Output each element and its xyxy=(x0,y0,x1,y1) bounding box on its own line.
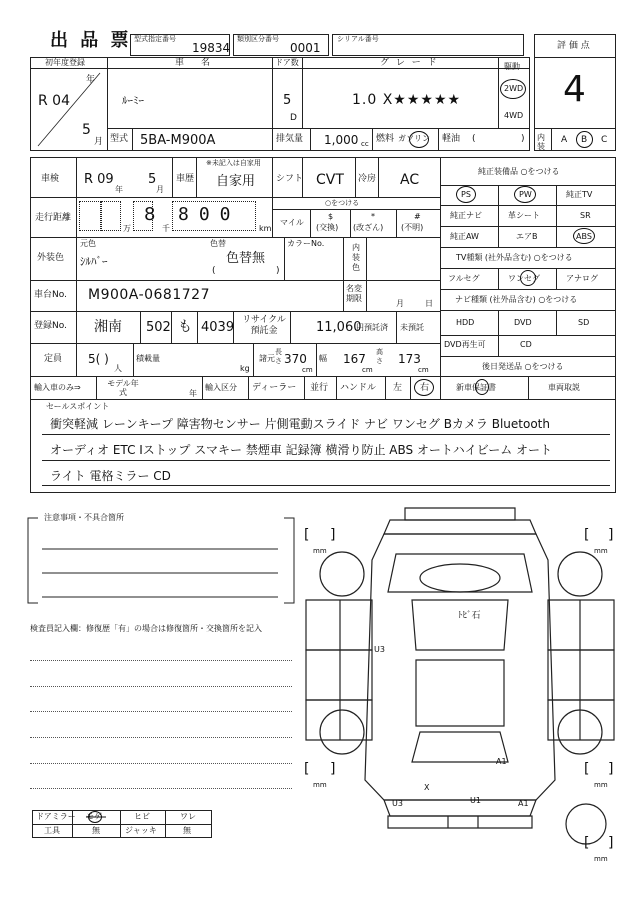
doors-sub: D xyxy=(290,113,297,123)
bracket-fl-l: [ xyxy=(304,527,310,543)
height-unit: cm xyxy=(418,366,429,374)
sales-line-3: ライト 電格ミラー CD xyxy=(50,469,171,483)
dims-label: 諸元 xyxy=(259,354,275,363)
meigi-label: 名変期限 xyxy=(346,284,362,303)
mirror-ware: ワレ xyxy=(180,812,196,821)
interior-c: C xyxy=(601,135,608,145)
month-mark: 月 xyxy=(94,137,104,147)
serial-label: シリアル番号 xyxy=(337,35,379,43)
first-reg-month: 5 xyxy=(82,122,91,138)
meigi-month: 月 xyxy=(396,299,404,308)
first-reg-year: R 04 xyxy=(38,93,70,109)
bracket-rl-r: ] xyxy=(330,761,336,777)
mileage-label: 走行距離 xyxy=(35,213,72,223)
mileage-sen: 800 xyxy=(178,204,241,225)
handle-left: 左 xyxy=(393,383,403,393)
color-label: 外装色 xyxy=(37,253,65,263)
length-value: 370 xyxy=(284,352,307,366)
mileage-sen-unit: 千 xyxy=(162,224,170,233)
equip-sr: SR xyxy=(580,211,591,220)
reg-label: 登録No. xyxy=(34,321,67,331)
fuel-gasoline: ガソリン xyxy=(398,134,430,143)
interior-a: A xyxy=(561,135,568,145)
jack-label: ジャッキ xyxy=(125,826,157,835)
handle-right: 右 xyxy=(420,383,430,393)
ruibetsu-label: 類別区分番号 xyxy=(237,35,279,43)
bracket-rr-l: [ xyxy=(584,761,590,777)
shaken-year-mark: 年 xyxy=(115,185,123,194)
shaken-label: 車検 xyxy=(41,174,60,184)
grade-value: 1.0 X★★★★★ xyxy=(352,92,462,108)
capacity-label: 定員 xyxy=(44,354,63,364)
color-change-label: 色替 xyxy=(210,239,226,248)
tv-analog: アナログ xyxy=(566,274,598,283)
recycle-value: 11,060 xyxy=(316,320,362,335)
shaken-month: 5 xyxy=(148,172,157,187)
std-equip-title: 純正装備品 ○をつける xyxy=(478,167,560,176)
bracket-fl-r: ] xyxy=(330,527,336,543)
bracket-fr-r: ] xyxy=(608,527,614,543)
equip-leather: 革シート xyxy=(508,211,540,220)
import-parallel: 並行 xyxy=(310,383,329,393)
jack-value: 無 xyxy=(183,826,191,835)
fuel-paren-l: ( xyxy=(472,134,476,144)
bracket-rl-l: [ xyxy=(304,761,310,777)
tools-label: 工具 xyxy=(44,826,60,835)
color-paren-l: ( xyxy=(212,266,216,276)
shift-label: シフト xyxy=(276,174,304,184)
model-label: 型式 xyxy=(110,134,129,144)
recycle-not: 未預託 xyxy=(400,323,424,332)
navi-dvd: DVD xyxy=(514,318,532,327)
colorno-label: カラーNo. xyxy=(287,239,325,248)
drive-2wd: 2WD xyxy=(504,84,524,93)
meter-kokan: (交換) xyxy=(316,223,339,232)
handle-label: ハンドル xyxy=(340,383,377,393)
interior-b-circle xyxy=(576,131,593,148)
mirror-value: モゲ xyxy=(86,812,102,821)
score-label: 評 価 点 xyxy=(557,41,590,51)
interior-b: B xyxy=(581,135,588,145)
meter-hash: # xyxy=(414,212,421,221)
navi-type-title: ナビ種類 (社外品含む) ○をつける xyxy=(455,295,578,304)
color-orig-label: 元色 xyxy=(80,239,96,248)
caution-label: 注意事項・不具合箇所 xyxy=(44,513,124,522)
disp-label: 排気量 xyxy=(276,134,304,144)
katashiki-value: 19834 xyxy=(192,41,231,55)
docs-warranty-circle xyxy=(475,379,489,395)
mm-fr: mm xyxy=(594,547,608,555)
first-reg-label: 初年度登録 xyxy=(45,58,85,67)
inspector-label: 検査員記入欄：修復歴「有」の場合は修復箇所・交換箇所を記入 xyxy=(30,624,262,633)
meter-dollar: $ xyxy=(328,212,334,221)
navi-cd: CD xyxy=(520,340,532,349)
mirror-circle xyxy=(88,811,102,823)
mileage-mile: マイル xyxy=(280,218,304,227)
model-year-unit: 年 xyxy=(189,389,197,398)
docs-manual: 車両取説 xyxy=(548,383,580,392)
navi-dvd-play: DVD再生可 xyxy=(444,340,486,349)
mark-x: X xyxy=(424,783,430,792)
equip-ps-circle xyxy=(456,186,476,203)
shift-value: CVT xyxy=(316,172,344,188)
shaken-month-mark: 月 xyxy=(156,185,164,194)
import-type-label: 輸入区分 xyxy=(205,383,237,392)
meter-star: * xyxy=(371,212,375,221)
ac-label: 冷房 xyxy=(358,174,377,184)
mileage-man: 8 xyxy=(144,204,156,225)
fuel-circle xyxy=(409,131,429,148)
height-value: 173 xyxy=(398,352,421,366)
sales-line-1: 衝突軽減 レーンキープ 障害物センサー 片側電動スライド ナビ ワンセグ Bカメラ Bluetooth xyxy=(50,417,550,431)
mileage-km: km xyxy=(259,224,272,233)
fuel-label: 燃料 xyxy=(376,134,395,144)
equip-airbag: エアB xyxy=(516,232,538,241)
docs-warranty: 新車保証書 xyxy=(456,383,496,392)
tv-oneseg-circle xyxy=(520,270,536,286)
bracket-sp-l: [ xyxy=(584,835,590,851)
year-mark: 年 xyxy=(86,75,96,85)
model-value: 5BA-M900A xyxy=(140,133,216,148)
meter-fumei: (不明) xyxy=(401,223,424,232)
page-title: 出 品 票 xyxy=(50,30,132,51)
mirror-hibi: ヒビ xyxy=(134,812,150,821)
import-label: 輸入車のみ⇒ xyxy=(34,383,81,392)
tools-value: 無 xyxy=(92,826,100,835)
mm-spare: mm xyxy=(594,855,608,863)
ruibetsu-value: 0001 xyxy=(290,41,321,55)
car-name: ﾙｰﾐｰ xyxy=(122,94,144,107)
chassis-value: M900A-0681727 xyxy=(88,287,210,303)
history-label: 車歴 xyxy=(176,174,195,184)
equip-tv: 純正TV xyxy=(566,190,593,199)
color-change: 色替無 xyxy=(226,251,266,266)
width-unit: cm xyxy=(362,366,373,374)
ac-value: AC xyxy=(400,172,420,188)
reg-num: 4039 xyxy=(201,320,235,335)
recycle-label: リサイクル預託金 xyxy=(242,315,286,336)
capacity-value: 5( ) xyxy=(88,352,109,366)
color-orig: ｼﾙﾊﾞｰ xyxy=(80,255,108,268)
load-label: 積載量 xyxy=(136,354,160,363)
reg-class: 502 xyxy=(146,320,171,335)
mark-a1-bumper: A1 xyxy=(518,799,529,808)
length-unit: cm xyxy=(302,366,313,374)
mm-rr: mm xyxy=(594,781,608,789)
mark-u1: U1 xyxy=(470,796,481,805)
equip-pw-circle xyxy=(514,186,536,203)
int-color-label: 内装色 xyxy=(352,243,360,272)
mark-u3-bumper: U3 xyxy=(392,799,403,808)
mark-u3-door: U3 xyxy=(374,645,385,654)
disp-unit: cc xyxy=(361,140,369,148)
disp-value: 1,000 xyxy=(324,133,359,147)
capacity-unit: 人 xyxy=(114,364,122,373)
chassis-label: 車台No. xyxy=(34,290,67,300)
drive-label: 駆動 xyxy=(504,62,520,71)
model-year-label: モデル年式 xyxy=(107,379,139,397)
grade-label: グ レ ー ド xyxy=(380,58,439,68)
equip-ps: PS xyxy=(461,190,471,199)
docs-title: 後日発送品 ○をつける xyxy=(482,362,564,371)
fuel-paren-r: ) xyxy=(521,134,525,144)
import-dealer: ディーラー xyxy=(252,383,297,393)
mm-rl: mm xyxy=(313,781,327,789)
mileage-man-unit: 万 xyxy=(123,224,131,233)
recycle-unit: 円預託済 xyxy=(356,323,388,332)
equip-aw: 純正AW xyxy=(450,232,479,241)
len-label: 長さ xyxy=(275,348,282,365)
color-paren-r: ) xyxy=(276,266,280,276)
equip-pw: PW xyxy=(519,190,532,199)
score-value: 4 xyxy=(563,69,586,110)
bracket-rr-r: ] xyxy=(608,761,614,777)
history-note: ※未記入は自家用 xyxy=(206,159,261,167)
mileage-circle-note: ○をつける xyxy=(325,199,360,207)
tv-oneseg: ワンセグ xyxy=(508,274,540,283)
equip-abs: ABS xyxy=(576,232,592,241)
meigi-day: 日 xyxy=(425,299,433,308)
fuel-diesel: 軽油 xyxy=(442,134,461,144)
handle-right-circle xyxy=(414,379,434,396)
drive-4wd: 4WD xyxy=(504,111,524,120)
navi-sd: SD xyxy=(578,318,590,327)
load-unit: kg xyxy=(240,364,250,373)
mark-tobiishi: ﾄﾋﾞ石 xyxy=(458,611,481,621)
reg-place: 湘南 xyxy=(94,319,122,335)
katashiki-label: 型式指定番号 xyxy=(134,35,176,43)
tv-fullseg: フルセグ xyxy=(448,274,480,283)
width-value: 167 xyxy=(343,352,366,366)
bracket-sp-r: ] xyxy=(608,835,614,851)
meter-kaizan: (改ざん) xyxy=(353,223,384,232)
car-diagram xyxy=(300,500,630,870)
bracket-fr-l: [ xyxy=(584,527,590,543)
shaken-year: R 09 xyxy=(84,172,114,187)
mark-a1-rear: A1 xyxy=(496,757,507,766)
navi-hdd: HDD xyxy=(456,318,475,327)
hgt-label: 高さ xyxy=(376,348,383,365)
interior-label: 内装 xyxy=(537,133,545,151)
equip-abs-circle xyxy=(573,228,595,244)
doors-value: 5 xyxy=(283,93,292,108)
reg-kana: も xyxy=(178,319,192,335)
car-name-label: 車 名 xyxy=(175,58,215,68)
tv-type-title: TV種類 (社外品含む) ○をつける xyxy=(456,253,573,262)
history-value: 自家用 xyxy=(216,174,256,189)
mm-fl: mm xyxy=(313,547,327,555)
mirror-label: ドアミラー xyxy=(36,812,76,821)
drive-2wd-circle xyxy=(500,79,526,99)
sales-label: セールスポイント xyxy=(46,402,110,411)
sales-line-2: オーディオ ETC Iストップ スマキー 禁煙車 記録簿 横滑り防止 ABS オートハイビーム オート xyxy=(50,443,553,457)
wid-label: 幅 xyxy=(319,354,327,363)
doors-label: ドア数 xyxy=(275,58,299,67)
equip-navi: 純正ナビ xyxy=(450,211,482,220)
